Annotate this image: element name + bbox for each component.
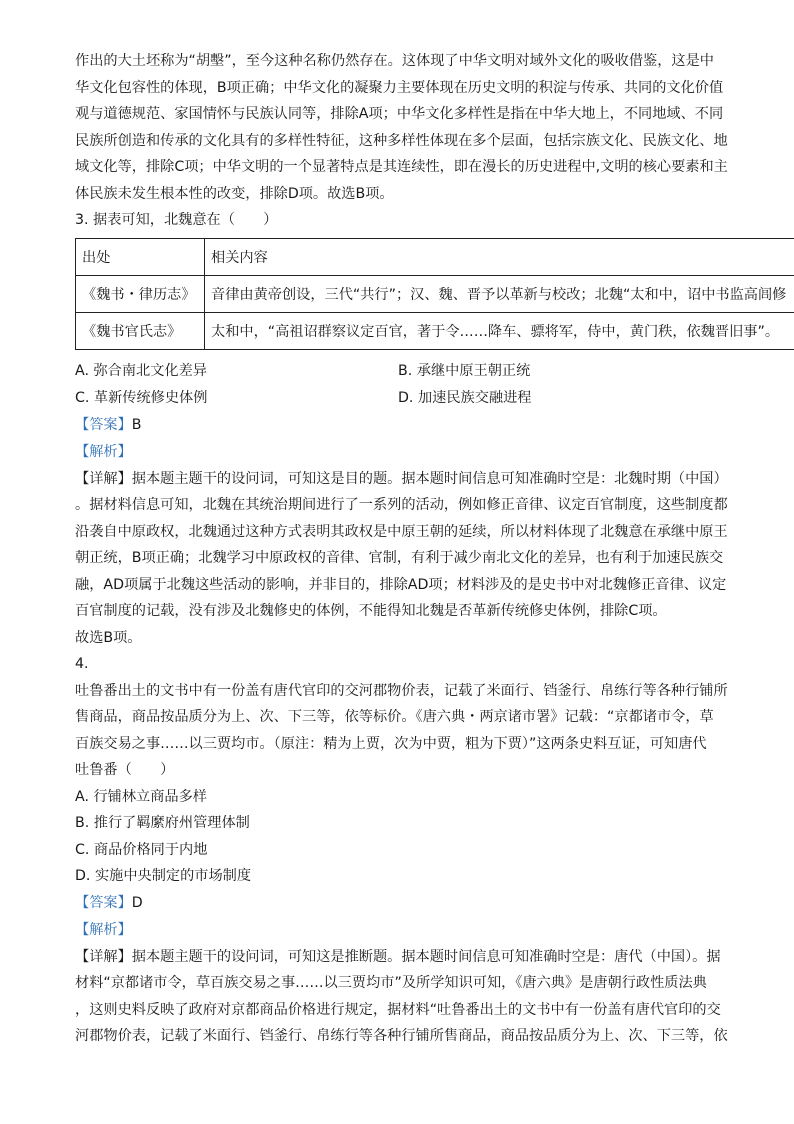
text-line: 融，AD项属于北魏这些活动的影响，并非目的，排除AD项；材料涉及的是史书中对北魏修正音律、议定: [75, 576, 727, 593]
option-a[interactable]: A. 行铺林立商品多样: [75, 788, 207, 805]
table-cell: 《魏书官氏志》: [76, 312, 205, 349]
table-header-cell: 出处: [76, 238, 205, 275]
text-line: 华文化包容性的体现，B项正确；中华文化的凝聚力主要体现在历史文明的积淀与传承、共同的文化价值: [75, 79, 724, 96]
option-b[interactable]: B. 承继中原王朝正统: [398, 362, 531, 379]
text-line: 吐鲁番（ ）: [75, 762, 175, 778]
text-line: 吐鲁番出土的文书中有一份盖有唐代官印的交河郡物价表，记载了米面行、铛釜行、帛练行等各种行铺所: [75, 682, 728, 699]
question-3-stem: 3. 据表可知，北魏意在（ ）: [75, 212, 278, 228]
question-3-answer: [75, 412, 794, 439]
detail-tag: 【详解】: [75, 948, 132, 965]
table-row: [76, 312, 794, 349]
question-4-stem: [75, 678, 794, 784]
option-a[interactable]: A. 弥合南北文化差异: [75, 362, 207, 379]
option-b[interactable]: B. 推行了羁縻府州管理体制: [75, 815, 250, 831]
question-3-table: [75, 238, 794, 350]
document-page: [75, 48, 794, 1050]
text-line: 朝正统，B项正确；北魏学习中原政权的音律、官制，有利于减少南北文化的差异，也有利于加速民族交: [75, 550, 724, 566]
text-line: 作出的大土坯称为“胡墼”，至今这种名称仍然存在。这体现了中华文明对域外文化的吸收借鉴，这是中: [75, 53, 714, 69]
text-line: 故选B项。: [75, 629, 142, 646]
text-line: 域文化等，排除C项；中华文明的一个显著特点是其连续性，即在漫长的历史进程中,文明的核心要素和主: [75, 159, 728, 175]
detail-tag: 【详解】: [75, 470, 132, 487]
option-d[interactable]: D. 实施中央制定的市场制度: [75, 868, 252, 884]
answer-value: B: [131, 416, 142, 433]
question-3-detail: [75, 466, 794, 652]
detail-text: 据本题主题干的设问词，可知这是推断题。据本题时间信息可知准确时空是：唐代（中国）。据: [131, 948, 721, 965]
question-4-answer: [75, 890, 794, 917]
answer-tag: 【答案】: [75, 894, 132, 911]
text-line: 百族交易之事……以三贾均市。（原注：精为上贾，次为中贾，粗为下贾）”这两条史料互证，可知唐代: [75, 735, 707, 752]
text-line: [75, 944, 794, 971]
text-line: [75, 466, 794, 493]
question-4-number: 4.: [75, 656, 89, 672]
analysis-tag: 【解析】: [75, 921, 132, 938]
intro-paragraph: [75, 48, 794, 207]
question-3-options: [75, 358, 794, 412]
text-line: 材料“京都诸市令，草百族交易之事……以三贾均市”及所学知识可知，《唐六典》是唐朝行政性质法典: [75, 975, 707, 991]
table-row: [76, 275, 794, 312]
text-line: 百官制度的记载，没有涉及北魏修史的体例，不能得知北魏是否革新传统修史体例，排除C项。: [75, 603, 667, 619]
text-line: ，这则史料反映了政府对京都商品价格进行规定，据材料“吐鲁番出土的文书中有一份盖有唐代官印的交: [75, 1001, 721, 1018]
answer-value: D: [131, 894, 143, 911]
text-line: 观与道德规范、家国情怀与民族认同等，排除A项；中华文化多样性是指在中华大地上，不同地域、不同: [75, 106, 724, 122]
text-line: 。据材料信息可知，北魏在其统治期间进行了一系列的活动，例如修正音律、议定百官制度，这些制度都: [75, 497, 728, 513]
table-header-cell: 相关内容: [205, 238, 794, 275]
text-line: 体民族未发生根本性的改变，排除D项。故选B项。: [75, 185, 394, 202]
text-line: 民族所创造和传承的文化具有的多样性特征，这种多样性体现在多个层面，包括宗族文化、民族文化、地: [75, 132, 728, 149]
text-line: 河郡物价表，记载了米面行、铛釜行、帛练行等各种行铺所售商品，商品按品质分为上、次、下三等，依: [75, 1028, 728, 1044]
detail-text: 据本题主题干的设问词，可知这是目的题。据本题时间信息可知准确时空是：北魏时期（中国）: [131, 470, 728, 487]
option-c[interactable]: C. 革新传统修史体例: [75, 389, 208, 406]
question-4-options: [75, 784, 794, 890]
answer-tag: 【答案】: [75, 416, 132, 433]
table-header-row: [76, 238, 794, 275]
option-c[interactable]: C. 商品价格同于内地: [75, 841, 208, 858]
table-cell: 《魏书・律历志》: [76, 275, 205, 312]
question-3-analysis-tag: [75, 439, 794, 466]
table-cell: 音律由黄帝创设，三代“共行”；汉、魏、晋予以革新与校改；北魏“太和中，诏中书监高闾修: [205, 275, 794, 312]
table-cell: 太和中，“高祖诏群察议定百官，著于令……降车、骠将军，侍中，黄门秩，依魏晋旧事”。: [205, 312, 794, 349]
text-line: 售商品，商品按品质分为上、次、下三等，依等标价。《唐六典・两京诸市署》记载：“京都诸市令，草: [75, 709, 714, 725]
question-4-detail: [75, 944, 794, 1050]
analysis-tag: 【解析】: [75, 443, 132, 460]
option-d[interactable]: D. 加速民族交融进程: [398, 389, 532, 406]
question-4-analysis-tag: [75, 917, 794, 944]
text-line: 沿袭自中原政权，北魏通过这种方式表明其政权是中原王朝的延续，所以材料体现了北魏意在承继中原王: [75, 523, 728, 540]
